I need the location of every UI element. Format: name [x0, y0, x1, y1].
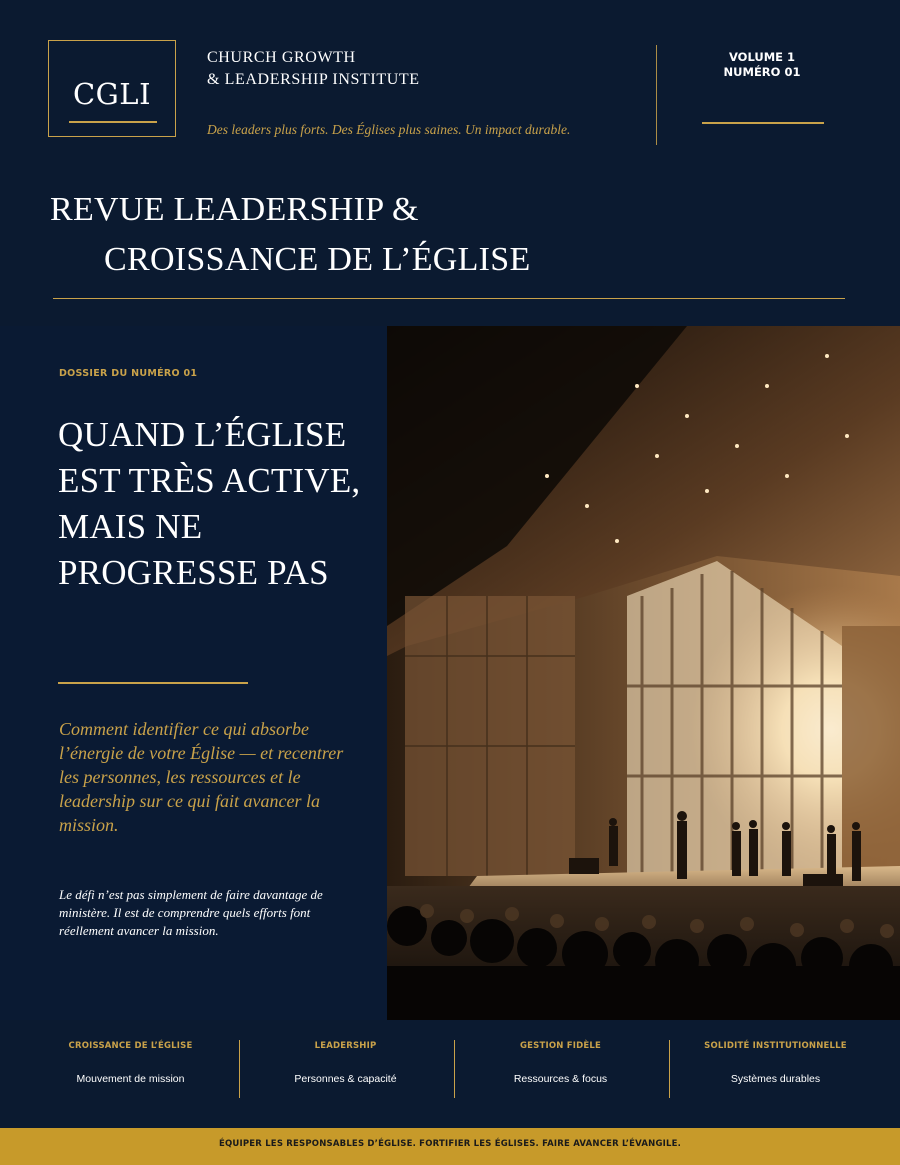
issue-info [700, 50, 824, 80]
pillar-leadership [238, 1020, 453, 1128]
pillar-title: SOLIDITÉ INSTITUTIONNELLE [704, 1041, 847, 1051]
pillar-institutional-strength [668, 1020, 883, 1128]
institute-name [207, 47, 420, 91]
masthead-line1: REVUE LEADERSHIP & [50, 191, 419, 228]
church-auditorium-photo [387, 326, 900, 1020]
headline-line: PROGRESSE PAS [58, 553, 329, 592]
pillar-subtitle: Mouvement de mission [76, 1073, 185, 1085]
logo-underline [69, 121, 157, 123]
headline-line: QUAND L’ÉGLISE [58, 415, 347, 454]
feature-lede: Comment identifier ce qui absorbe l’énergie de votre Église — et recentrer les personnes, les ressources et le leadership sur ce qui fait avancer la mission. [59, 719, 344, 835]
tagline: Des leaders plus forts. Des Églises plus saines. Un impact durable. [207, 122, 571, 137]
headline-line: EST TRÈS ACTIVE, [58, 461, 361, 500]
institute-name-line1: CHURCH GROWTH [207, 49, 356, 66]
institute-name-line2: & LEADERSHIP INSTITUTE [207, 71, 420, 88]
pillar-title: LEADERSHIP [314, 1041, 377, 1051]
pillar-subtitle: Ressources & focus [513, 1073, 608, 1085]
masthead-title [50, 185, 531, 285]
pillar-stewardship [453, 1020, 668, 1128]
headline-line: MAIS NE [58, 507, 203, 546]
pillar-title: GESTION FIDÈLE [519, 1041, 602, 1051]
pillar-subtitle: Personnes & capacité [294, 1073, 397, 1085]
cgli-logo [48, 40, 176, 137]
masthead-rule [53, 298, 845, 299]
issue-label: NUMÉRO 01 [723, 65, 801, 79]
masthead-line2: CROISSANCE DE L’ÉGLISE [104, 241, 531, 278]
volume-label: VOLUME 1 [728, 50, 796, 64]
feature-body: Le défi n’est pas simplement de faire davantage de ministère. Il est de comprendre quels efforts font réellement avancer la mission. [59, 887, 323, 938]
issue-underline [702, 122, 824, 124]
pillar-subtitle: Systèmes durables [730, 1073, 821, 1085]
header-divider [656, 45, 657, 145]
logo-text: CGLI [72, 77, 152, 111]
pillar-church-growth [23, 1020, 238, 1128]
feature-kicker: DOSSIER DU NUMÉRO 01 [59, 368, 198, 379]
pillars-bar [0, 1020, 900, 1128]
pillar-title: CROISSANCE DE L’ÉGLISE [68, 1041, 193, 1051]
feature-headline [58, 412, 378, 596]
headline-rule [58, 682, 248, 684]
footer-banner [0, 1128, 900, 1165]
footer-slogan: ÉQUIPER LES RESPONSABLES D’ÉGLISE. FORTIFIER LES ÉGLISES. FAIRE AVANCER L’ÉVANGILE. [218, 1139, 682, 1149]
